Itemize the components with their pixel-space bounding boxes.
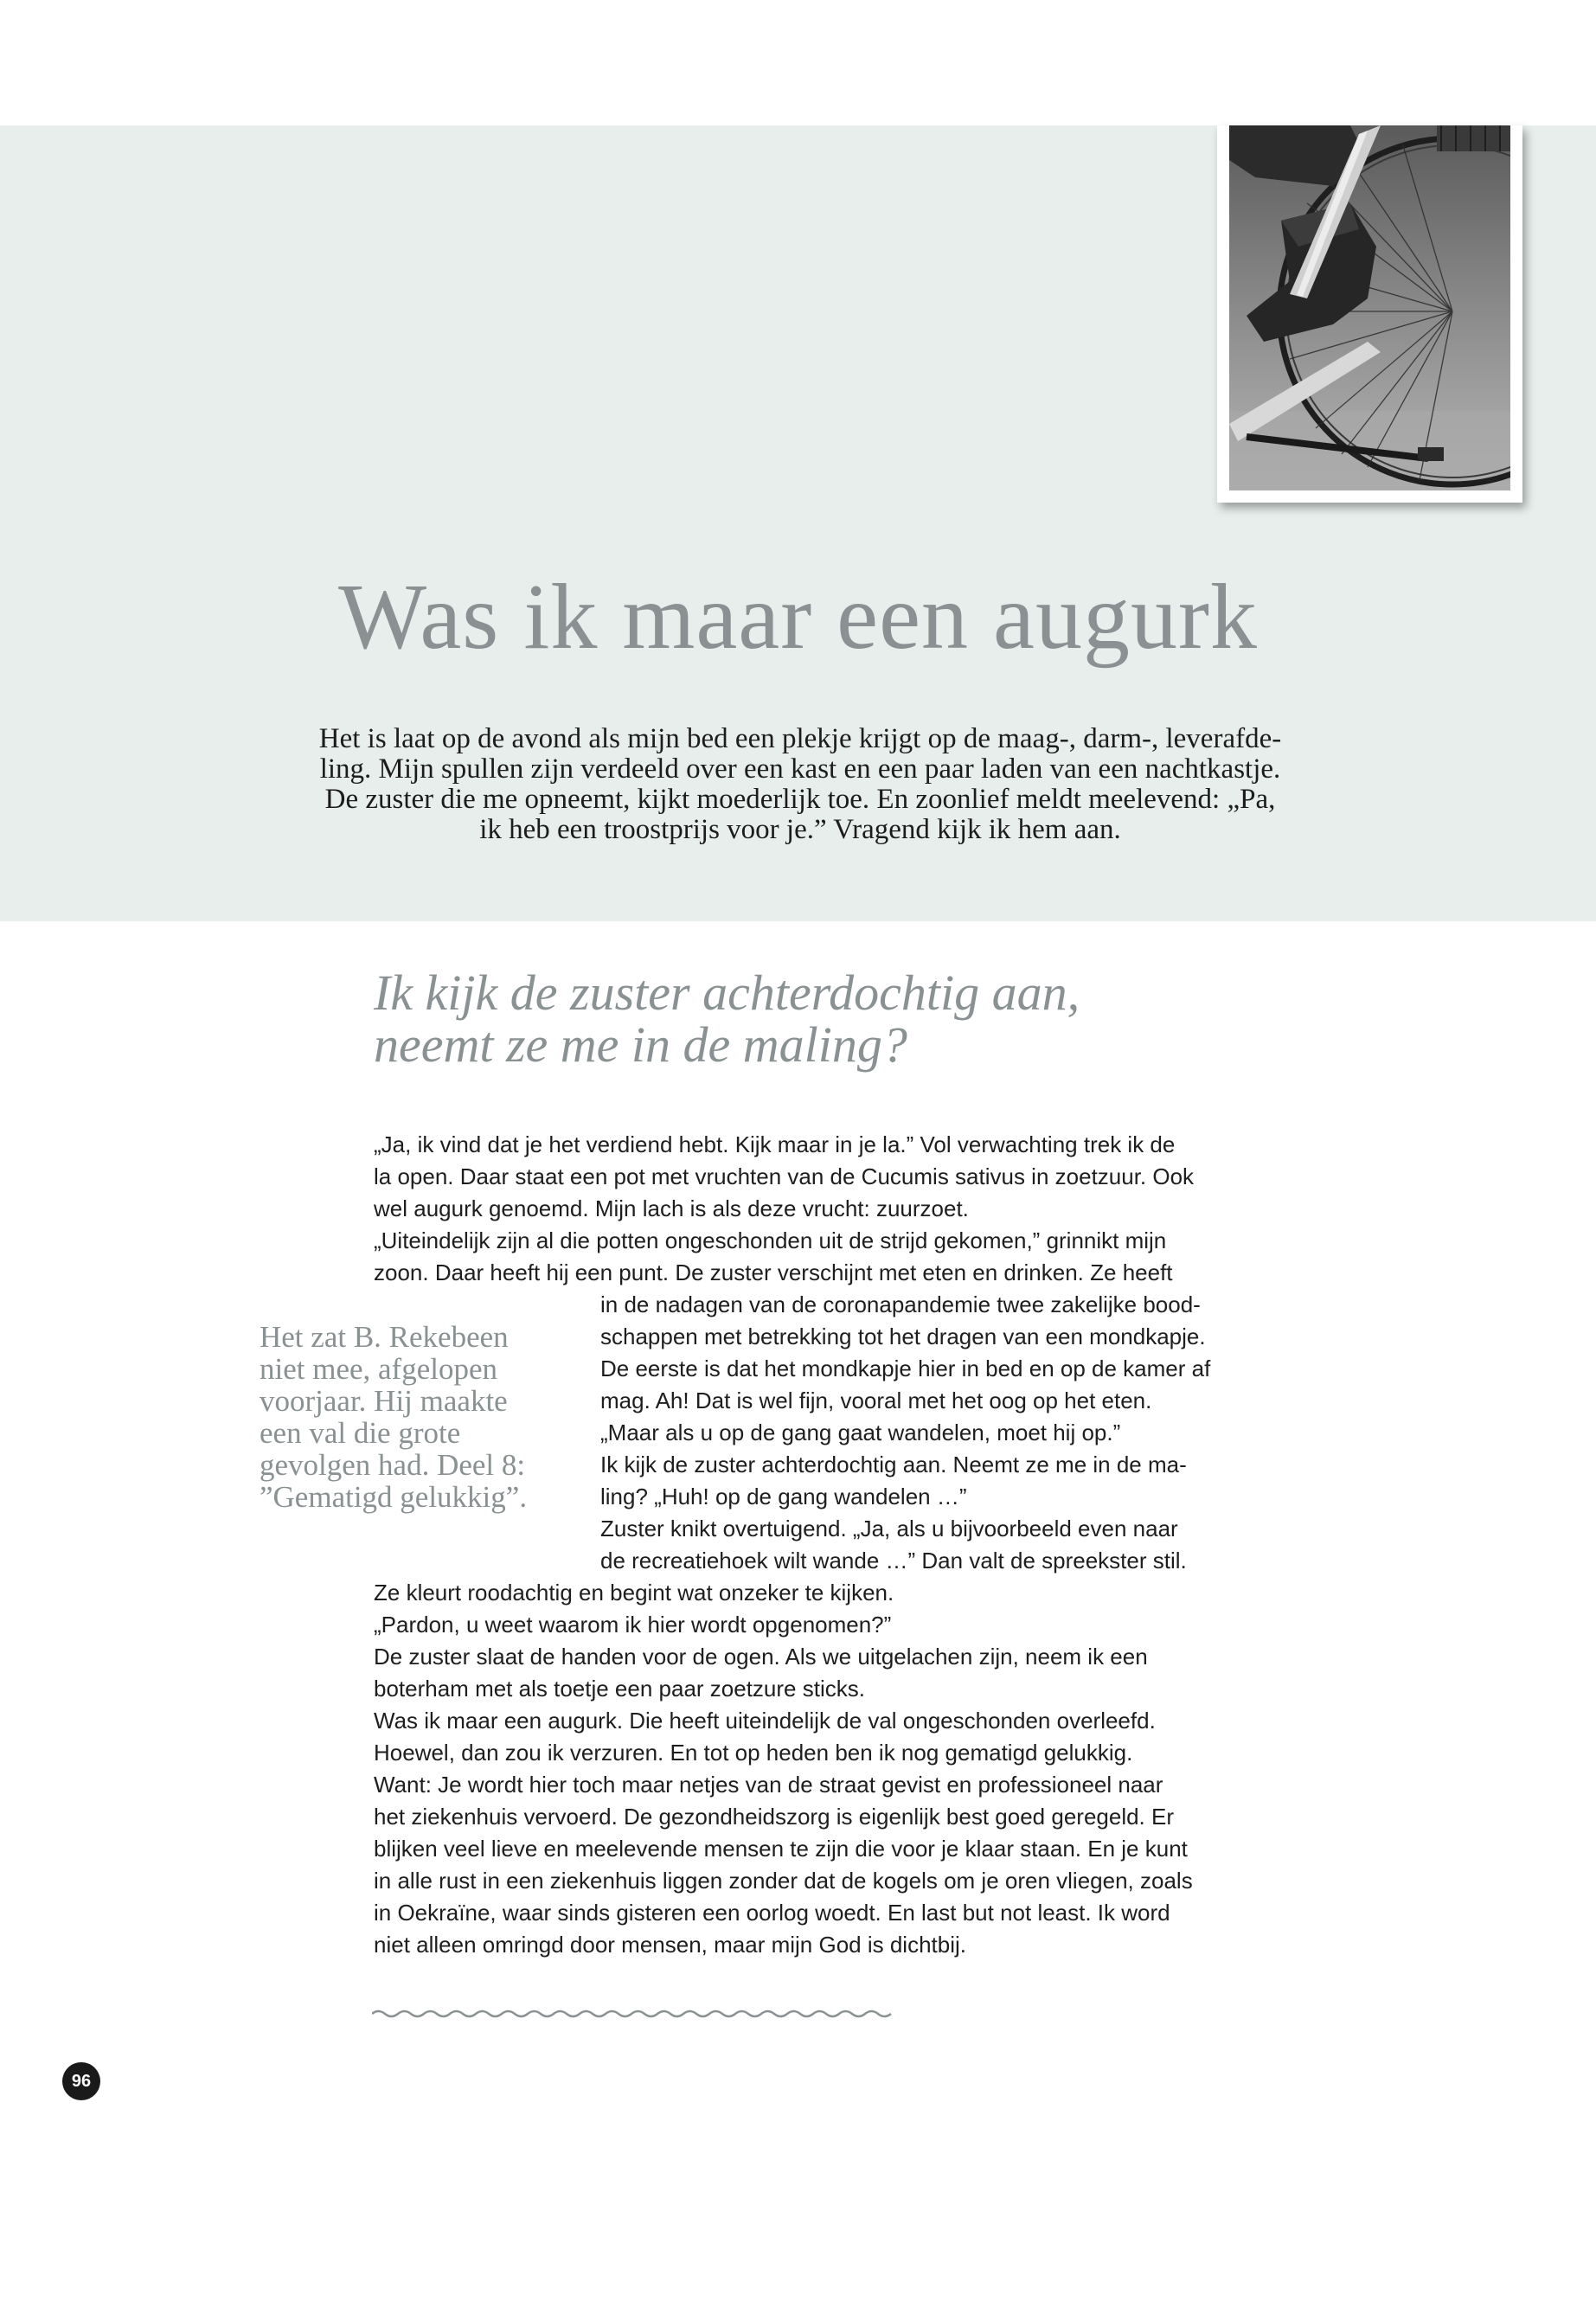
body-line: schappen met betrekking tot het dragen van een mondkapje. bbox=[600, 1324, 1206, 1349]
body-line: zoon. Daar heeft hij een punt. De zuster verschijnt met eten en drinken. Ze heeft bbox=[374, 1259, 1173, 1285]
pullquote-line: ”Gematigd gelukkig”. bbox=[260, 1480, 528, 1514]
body-line: la open. Daar staat een pot met vruchten van de Cucumis sativus in zoetzuur. Ook bbox=[374, 1163, 1195, 1189]
body-line: boterham met als toetje een paar zoetzure sticks. bbox=[374, 1676, 865, 1702]
body-line: Ze kleurt roodachtig en begint wat onzeker te kijken. bbox=[374, 1580, 894, 1606]
body-line: Was ik maar een augurk. Die heeft uiteindelijk de val ongeschonden overleefd. bbox=[374, 1708, 1156, 1734]
article-subheading bbox=[374, 967, 1325, 1071]
body-line: De eerste is dat het mondkapje hier in bed en op de kamer af bbox=[600, 1356, 1211, 1381]
subhead-line: neemt ze me in de maling? bbox=[374, 1016, 907, 1073]
body-line: mag. Ah! Dat is wel fijn, vooral met het oog op het eten. bbox=[600, 1388, 1152, 1413]
body-line: in de nadagen van de coronapandemie twee zakelijke bood- bbox=[600, 1292, 1201, 1317]
body-line: Hoewel, dan zou ik verzuren. En tot op heden ben ik nog gematigd gelukkig. bbox=[374, 1740, 1133, 1766]
body-line: De zuster slaat de handen voor de ogen. Als we uitgelachen zijn, neem ik een bbox=[374, 1644, 1148, 1670]
pullquote-line: een val die grote bbox=[260, 1416, 461, 1450]
body-line: in Oekraïne, waar sinds gisteren een oorlog woedt. En last but not least. Ik word bbox=[374, 1900, 1170, 1926]
body-line: „Maar als u op de gang gaat wandelen, moet hij op.” bbox=[600, 1420, 1121, 1445]
body-line: Ik kijk de zuster achterdochtig aan. Neemt ze me in de ma- bbox=[600, 1452, 1187, 1477]
body-line: ling? „Huh! op de gang wandelen …” bbox=[600, 1484, 967, 1509]
pullquote-line: gevolgen had. Deel 8: bbox=[260, 1448, 526, 1482]
article-title: Was ik maar een augurk bbox=[338, 566, 1258, 669]
intro-line: ik heb een troostprijs voor je.” Vragend kijk ik hem aan. bbox=[479, 814, 1121, 845]
article-intro bbox=[242, 724, 1358, 845]
pullquote-line: niet mee, afgelopen bbox=[260, 1352, 498, 1386]
page-number-badge: 96 bbox=[62, 2062, 100, 2100]
body-line: „Uiteindelijk zijn al die potten ongeschonden uit de strijd gekomen,” grinnikt mijn bbox=[374, 1227, 1167, 1253]
body-line: blijken veel lieve en meelevende mensen te zijn die voor je klaar staan. En je kunt bbox=[374, 1836, 1188, 1862]
bicycle-photo-image bbox=[1229, 125, 1510, 490]
body-line: „Pardon, u weet waarom ik hier wordt opgenomen?” bbox=[374, 1612, 892, 1638]
body-line: Zuster knikt overtuigend. „Ja, als u bijvoorbeeld even naar bbox=[600, 1516, 1178, 1541]
pullquote-line: Het zat B. Rekebeen bbox=[260, 1320, 509, 1354]
article-body bbox=[374, 1129, 1265, 1961]
pull-quote bbox=[260, 1321, 588, 1513]
intro-line: ling. Mijn spullen zijn verdeeld over een kast en een paar laden van een nachtkastje. bbox=[319, 753, 1281, 785]
body-line: Want: Je wordt hier toch maar netjes van de straat gevist en professioneel naar bbox=[374, 1772, 1163, 1798]
wave-divider bbox=[372, 2007, 895, 2021]
intro-line: De zuster die me opneemt, kijkt moederlijk toe. En zoonlief meldt meelevend: „Pa, bbox=[324, 784, 1276, 815]
body-line: niet alleen omringd door mensen, maar mijn God is dichtbij. bbox=[374, 1932, 967, 1958]
body-line: wel augurk genoemd. Mijn lach is als deze vrucht: zuurzoet. bbox=[374, 1195, 969, 1221]
bicycle-photo bbox=[1217, 125, 1522, 503]
pullquote-line: voorjaar. Hij maakte bbox=[260, 1384, 508, 1418]
body-line: „Ja, ik vind dat je het verdiend hebt. Kijk maar in je la.” Vol verwachting trek ik de bbox=[374, 1131, 1176, 1157]
body-line: in alle rust in een ziekenhuis liggen zonder dat de kogels om je oren vliegen, zoals bbox=[374, 1868, 1193, 1894]
body-line: het ziekenhuis vervoerd. De gezondheidszorg is eigenlijk best goed geregeld. Er bbox=[374, 1804, 1175, 1830]
subhead-line: Ik kijk de zuster achterdochtig aan, bbox=[374, 965, 1080, 1021]
intro-line: Het is laat op de avond als mijn bed een plekje krijgt op de maag-, darm-, leverafde- bbox=[318, 723, 1282, 754]
body-line: de recreatiehoek wilt wande …” Dan valt de spreekster stil. bbox=[600, 1548, 1187, 1574]
